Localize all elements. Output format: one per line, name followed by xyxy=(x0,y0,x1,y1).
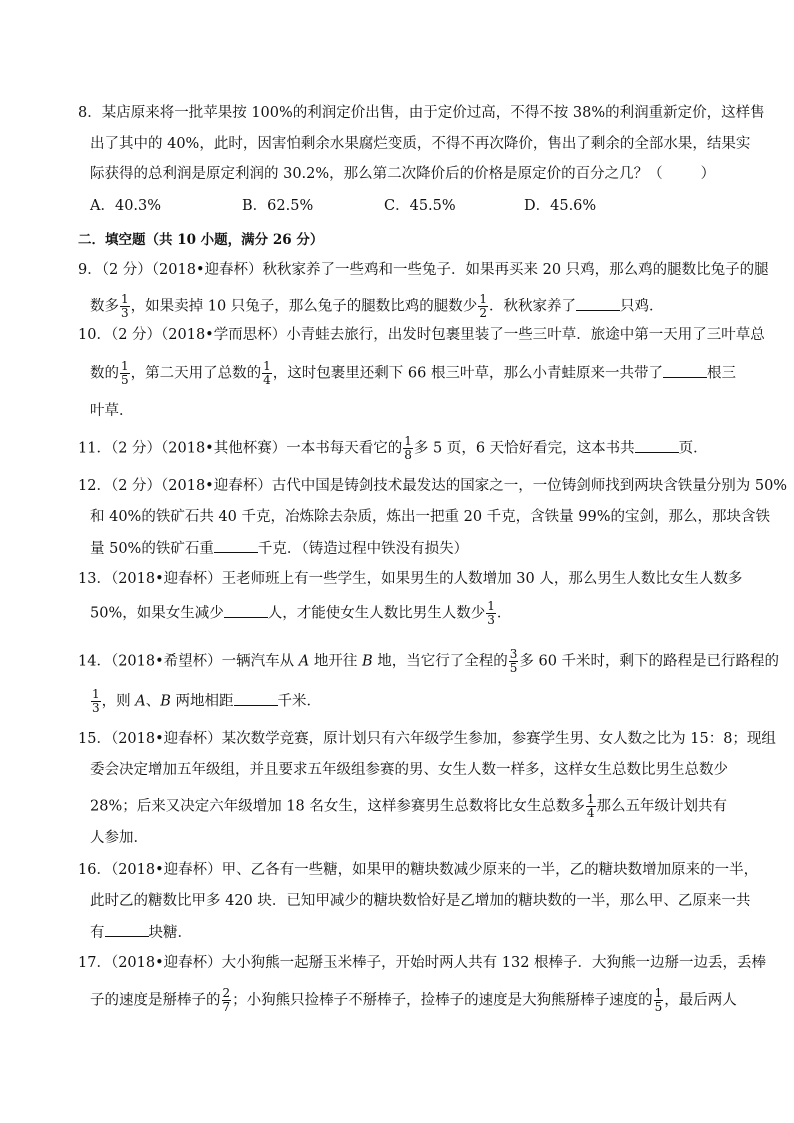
denominator: 2 xyxy=(479,306,487,320)
answer-blank[interactable] xyxy=(224,603,268,618)
point-b: B xyxy=(160,693,171,710)
answer-blank[interactable] xyxy=(234,691,278,706)
q8-line-3-text: 际获得的总利润是原定利润的 30.2%，那么第二次降价后的价格是原定价的百分之几？（ xyxy=(90,166,663,182)
denominator: 5 xyxy=(654,1000,663,1014)
q17-line-1: 17．（2018•迎春杯）大小狗熊一起掰玉米棒子，开始时两人共有 132 根棒子．大狗熊一边掰一边丢，丢棒 xyxy=(78,955,767,971)
fraction xyxy=(91,688,101,715)
numerator: 1 xyxy=(487,599,495,613)
numerator: 1 xyxy=(586,792,595,806)
q14-text-g: 两地相距 xyxy=(170,693,234,710)
denominator: 7 xyxy=(222,1000,231,1014)
q12-line-1: 12．（2 分）（2018•迎春杯）古代中国是铸剑技术最发达的国家之一，一位铸剑师找到两块含铁量分别为 50% xyxy=(78,478,788,494)
q13-line-2 xyxy=(90,600,511,627)
q10-line-2 xyxy=(90,360,736,387)
q14-text-e: ，则 xyxy=(101,693,136,710)
q10-text-d: 根三 xyxy=(706,365,736,382)
fraction xyxy=(478,293,488,320)
q8-line-1: 8．某店原来将一批苹果按 100%的利润定价出售，由于定价过高，不得不按 38%的利润重新定价，这样售 xyxy=(78,105,765,121)
q8-line-3 xyxy=(90,164,715,184)
denominator: 3 xyxy=(92,701,100,715)
q16-line-2: 此时乙的糖数比甲多 420 块．已知甲减少的糖块数恰好是乙增加的糖块数的一半，那么甲、乙原来一共 xyxy=(90,893,751,909)
q9-text-a: 数多 xyxy=(90,298,119,315)
q13-line-1: 13．（2018•迎春杯）王老师班上有一些学生，如果男生的人数增加 30 人，那么男生人数比女生人数多 xyxy=(78,571,743,587)
point-b: B xyxy=(361,653,373,670)
fraction xyxy=(509,648,519,675)
q17-text-a: 子的速度是掰棒子的 xyxy=(90,992,221,1009)
q14-text-h: 千米． xyxy=(277,693,321,710)
q15-line-2: 委会决定增加五年级组，并且要求五年级组参赛的男、女生人数一样多，这样女生总数比男生总数少 xyxy=(90,762,728,778)
point-a: A xyxy=(135,693,146,710)
numerator: 1 xyxy=(121,292,129,306)
denominator: 4 xyxy=(263,373,271,387)
q17-text-c: ，最后两人 xyxy=(664,992,737,1009)
q16-line-1: 16．（2018•迎春杯）甲、乙各有一些糖，如果甲的糖块数减少原来的一半，乙的糖块数增加原来的一半， xyxy=(78,862,759,878)
fraction xyxy=(403,435,413,462)
numerator: 2 xyxy=(222,986,231,1000)
fraction xyxy=(586,793,596,820)
answer-blank[interactable] xyxy=(635,438,679,453)
q10-text-c: ，这时包裹里还剩下 66 根三叶草，那么小青蛙原来一共带了 xyxy=(272,365,663,382)
numerator: 1 xyxy=(92,687,100,701)
q15-line-3 xyxy=(90,793,727,820)
numerator: 1 xyxy=(121,359,129,373)
q11-line-1 xyxy=(78,435,708,462)
answer-blank[interactable] xyxy=(663,363,707,378)
section-heading: 二．填空题（共 10 小题，满分 26 分） xyxy=(78,232,324,248)
q13-text-a: 50%，如果女生减少 xyxy=(90,605,224,622)
q8-option-b[interactable]: B．62.5% xyxy=(242,198,314,214)
q9-text-b: ，如果卖掉 10 只兔子，那么兔子的腿数比鸡的腿数少 xyxy=(130,298,478,315)
q10-line-1: 10．（2 分）（2018•学而思杯）小青蛙去旅行，出发时包裹里装了一些三叶草．旅途中第一天用了三叶草总 xyxy=(78,327,765,343)
q15-line-4: 人参加． xyxy=(90,830,148,846)
numerator: 3 xyxy=(509,647,518,661)
q11-text-a: 11．（2 分）（2018•其他杯赛）一本书每天看它的 xyxy=(78,440,403,457)
q8-option-a[interactable]: A．40.3% xyxy=(90,198,162,214)
q9-line-2 xyxy=(90,293,663,320)
fraction xyxy=(262,360,272,387)
q14-text-d: 多 60 千米时，剩下的路程是已行路程的 xyxy=(519,653,780,670)
fraction xyxy=(120,293,130,320)
denominator: 3 xyxy=(121,306,129,320)
denominator: 3 xyxy=(487,613,495,627)
fraction xyxy=(486,600,496,627)
q9-line-1: 9．（2 分）（2018•迎春杯）秋秋家养了一些鸡和一些兔子．如果再买来 20 只鸡，那么鸡的腿数比兔子的腿 xyxy=(78,262,769,278)
q15-text-b: 那么五年级计划共有 xyxy=(596,798,728,815)
q8-paren-close: ） xyxy=(700,166,716,182)
q8-line-2: 出了其中的 40%，此时，因害怕剩余水果腐烂变质，不得不再次降价，售出了剩余的全部水果，结果实 xyxy=(90,136,751,152)
q17-text-b: ；小狗熊只捡棒子不掰棒子，捡棒子的速度是大狗熊掰棒子速度的 xyxy=(232,992,653,1009)
numerator: 1 xyxy=(654,986,663,1000)
q16-line-3 xyxy=(90,922,192,943)
answer-blank[interactable] xyxy=(214,538,258,553)
q10-text-b: ，第二天用了总数的 xyxy=(130,365,262,382)
fraction xyxy=(222,987,232,1014)
numerator: 1 xyxy=(263,359,271,373)
q12-text-b: 千克．（铸造过程中铁没有损失） xyxy=(257,541,469,557)
q14-text-b: 地开往 xyxy=(309,653,362,670)
fraction xyxy=(654,987,664,1014)
q10-line-3: 叶草． xyxy=(90,403,134,419)
q14-line-2 xyxy=(90,688,321,715)
q12-text-a: 量 50%的铁矿石重 xyxy=(90,541,214,557)
q16-text-b: 块糖． xyxy=(148,925,192,941)
q14-text-c: 地，当它行了全程的 xyxy=(372,653,508,670)
q11-text-c: 页． xyxy=(678,440,708,457)
q12-line-2: 和 40%的铁矿石共 40 千克，冶炼除去杂质，炼出一把重 20 千克，含铁量 99%的宝剑，那么，那块含铁 xyxy=(90,509,771,525)
answer-blank[interactable] xyxy=(576,296,620,311)
q14-line-1 xyxy=(78,648,779,675)
q11-text-b: 多 5 页，6 天恰好看完，这本书共 xyxy=(413,440,635,457)
q8-option-c[interactable]: C．45.5% xyxy=(384,198,456,214)
answer-blank[interactable] xyxy=(105,922,149,937)
denominator: 5 xyxy=(509,661,518,675)
q9-text-d: 只鸡． xyxy=(619,298,664,315)
q15-line-1: 15．（2018•迎春杯）某次数学竞赛，原计划只有六年级学生参加，参赛学生男、女人数之比为 15：8；现组 xyxy=(78,731,776,747)
q8-option-d[interactable]: D．45.6% xyxy=(524,198,597,214)
point-a: A xyxy=(298,653,310,670)
q9-text-c: ．秋秋家养了 xyxy=(488,298,576,315)
denominator: 8 xyxy=(404,448,412,462)
q12-line-3 xyxy=(90,538,468,559)
numerator: 1 xyxy=(404,434,412,448)
denominator: 4 xyxy=(586,806,595,820)
q10-text-a: 数的 xyxy=(90,365,119,382)
q14-text-f: 、 xyxy=(145,693,161,710)
fraction xyxy=(120,360,130,387)
denominator: 5 xyxy=(121,373,129,387)
q16-text-a: 有 xyxy=(90,925,105,941)
q15-text-a: 28%；后来又决定六年级增加 18 名女生，这样参赛男生总数将比女生总数多 xyxy=(90,798,585,815)
q17-line-2 xyxy=(90,987,737,1014)
q14-text-a: 14．（2018•希望杯）一辆汽车从 xyxy=(78,653,299,670)
numerator: 1 xyxy=(479,292,487,306)
q13-text-c: ． xyxy=(496,605,512,622)
q13-text-b: 人，才能使女生人数比男生人数少 xyxy=(267,605,486,622)
